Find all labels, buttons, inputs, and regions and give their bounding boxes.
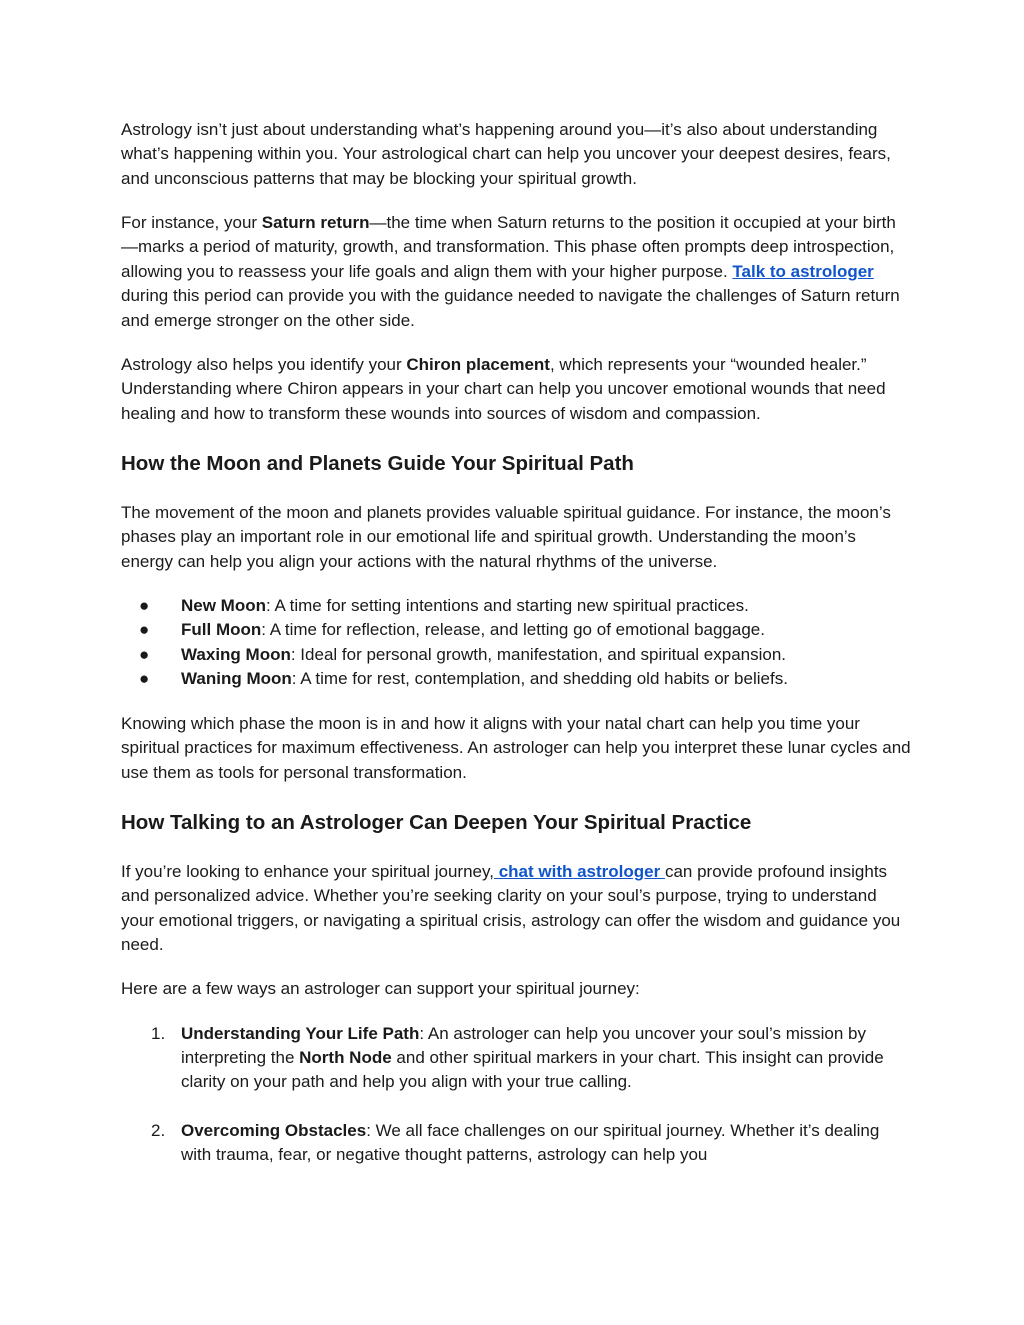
text: If you’re looking to enhance your spiritual journey, xyxy=(121,861,494,881)
paragraph-chiron xyxy=(121,353,911,426)
text: during this period can provide you with the guidance needed to navigate the challenges of Saturn return and emerge stronger on the other side. xyxy=(121,286,900,330)
ways-list xyxy=(121,1022,911,1168)
talk-to-astrologer-link[interactable]: Talk to astrologer xyxy=(732,261,874,281)
list-item-text: : A time for rest, contemplation, and shedding old habits or beliefs. xyxy=(291,669,788,689)
list-item xyxy=(121,618,911,642)
document-body xyxy=(121,118,911,1192)
text: , which represents your “wounded healer.” Understanding where Chiron appears in your chart can help you uncover emotional wounds that need healing and how to transform these wounds into sources of wisdom and compassion. xyxy=(121,354,886,423)
numbered-list-item xyxy=(121,1119,911,1168)
bullet-icon: ● xyxy=(139,596,150,616)
list-item xyxy=(121,667,911,691)
list-item-text: and other spiritual markers in your chart. This insight can provide clarity on your path and help you align with your true calling. xyxy=(181,1047,884,1092)
bold-term-chiron-placement: Chiron placement xyxy=(406,354,550,374)
text: Astrology also helps you identify your xyxy=(121,354,407,374)
list-number: 1. xyxy=(151,1023,166,1043)
list-item-term: Understanding Your Life Path xyxy=(181,1023,420,1043)
paragraph-intro: Astrology isn’t just about understanding what’s happening around you—it’s also about understanding what’s happening within you. Your astrological chart can help you uncover your deepest desires, fears, and unconscious patterns that may be blocking your spiritual growth. xyxy=(121,120,891,188)
list-item-term: Full Moon xyxy=(181,620,262,640)
list-item-text: : A time for setting intentions and starting new spiritual practices. xyxy=(266,596,749,616)
bullet-icon: ● xyxy=(139,669,150,689)
text: —the time when Saturn returns to the position it occupied at your birth—marks a period of maturity, growth, and transformation. This phase often prompts deep introspection, allowing you to reassess your life goals and align them with your higher purpose. xyxy=(121,213,896,281)
list-item-text: : An astrologer can help you uncover your soul’s mission by interpreting the xyxy=(181,1023,866,1067)
chat-with-astrologer-link[interactable]: chat with astrologer xyxy=(493,861,665,881)
list-item-term: New Moon xyxy=(181,596,266,616)
list-item-term: Waning Moon xyxy=(181,669,292,689)
bold-term-north-node: North Node xyxy=(299,1047,392,1067)
list-item-term: Waxing Moon xyxy=(181,644,291,664)
list-item-text: : A time for reflection, release, and letting go of emotional baggage. xyxy=(261,620,765,640)
list-item-text: : We all face challenges on our spiritual journey. Whether it’s dealing with trauma, fear, or negative thought patterns, astrology can help you xyxy=(181,1120,880,1165)
paragraph-spiritual-journey xyxy=(121,860,911,958)
list-number: 2. xyxy=(151,1120,166,1140)
list-item xyxy=(121,594,911,618)
heading-moon-planets: How the Moon and Planets Guide Your Spiritual Path xyxy=(121,452,634,476)
moon-phase-list xyxy=(121,594,911,692)
numbered-list-item xyxy=(121,1022,911,1095)
bold-term-saturn-return: Saturn return xyxy=(261,213,370,233)
list-item-text: : Ideal for personal growth, manifestation, and spiritual expansion. xyxy=(290,644,787,664)
list-item xyxy=(121,643,911,667)
bullet-icon: ● xyxy=(139,620,150,640)
text: For instance, your xyxy=(121,213,262,233)
paragraph-moon-phase-timing: Knowing which phase the moon is in and how it aligns with your natal chart can help you time your spiritual practices for maximum effectiveness. An astrologer can help you interpret these lunar cycles and use them as tools for personal transformation. xyxy=(121,713,911,782)
paragraph-moon-movement: The movement of the moon and planets provides valuable spiritual guidance. For instance, the moon’s phases play an important role in our emotional life and spiritual growth. Understanding the moon’s energy can help you align your actions with the natural rhythms of the universe. xyxy=(121,503,891,571)
paragraph-saturn-return xyxy=(121,211,911,333)
list-item-term: Overcoming Obstacles xyxy=(181,1120,367,1140)
heading-talking-to-astrologer: How Talking to an Astrologer Can Deepen Your Spiritual Practice xyxy=(121,810,752,834)
bullet-icon: ● xyxy=(139,644,150,664)
paragraph-ways-intro: Here are a few ways an astrologer can support your spiritual journey: xyxy=(121,979,640,999)
text: can provide profound insights and personalized advice. Whether you’re seeking clarity on your soul’s purpose, trying to understand your emotional triggers, or navigating a spiritual crisis, astrology can offer the wisdom and guidance you need. xyxy=(121,861,901,955)
